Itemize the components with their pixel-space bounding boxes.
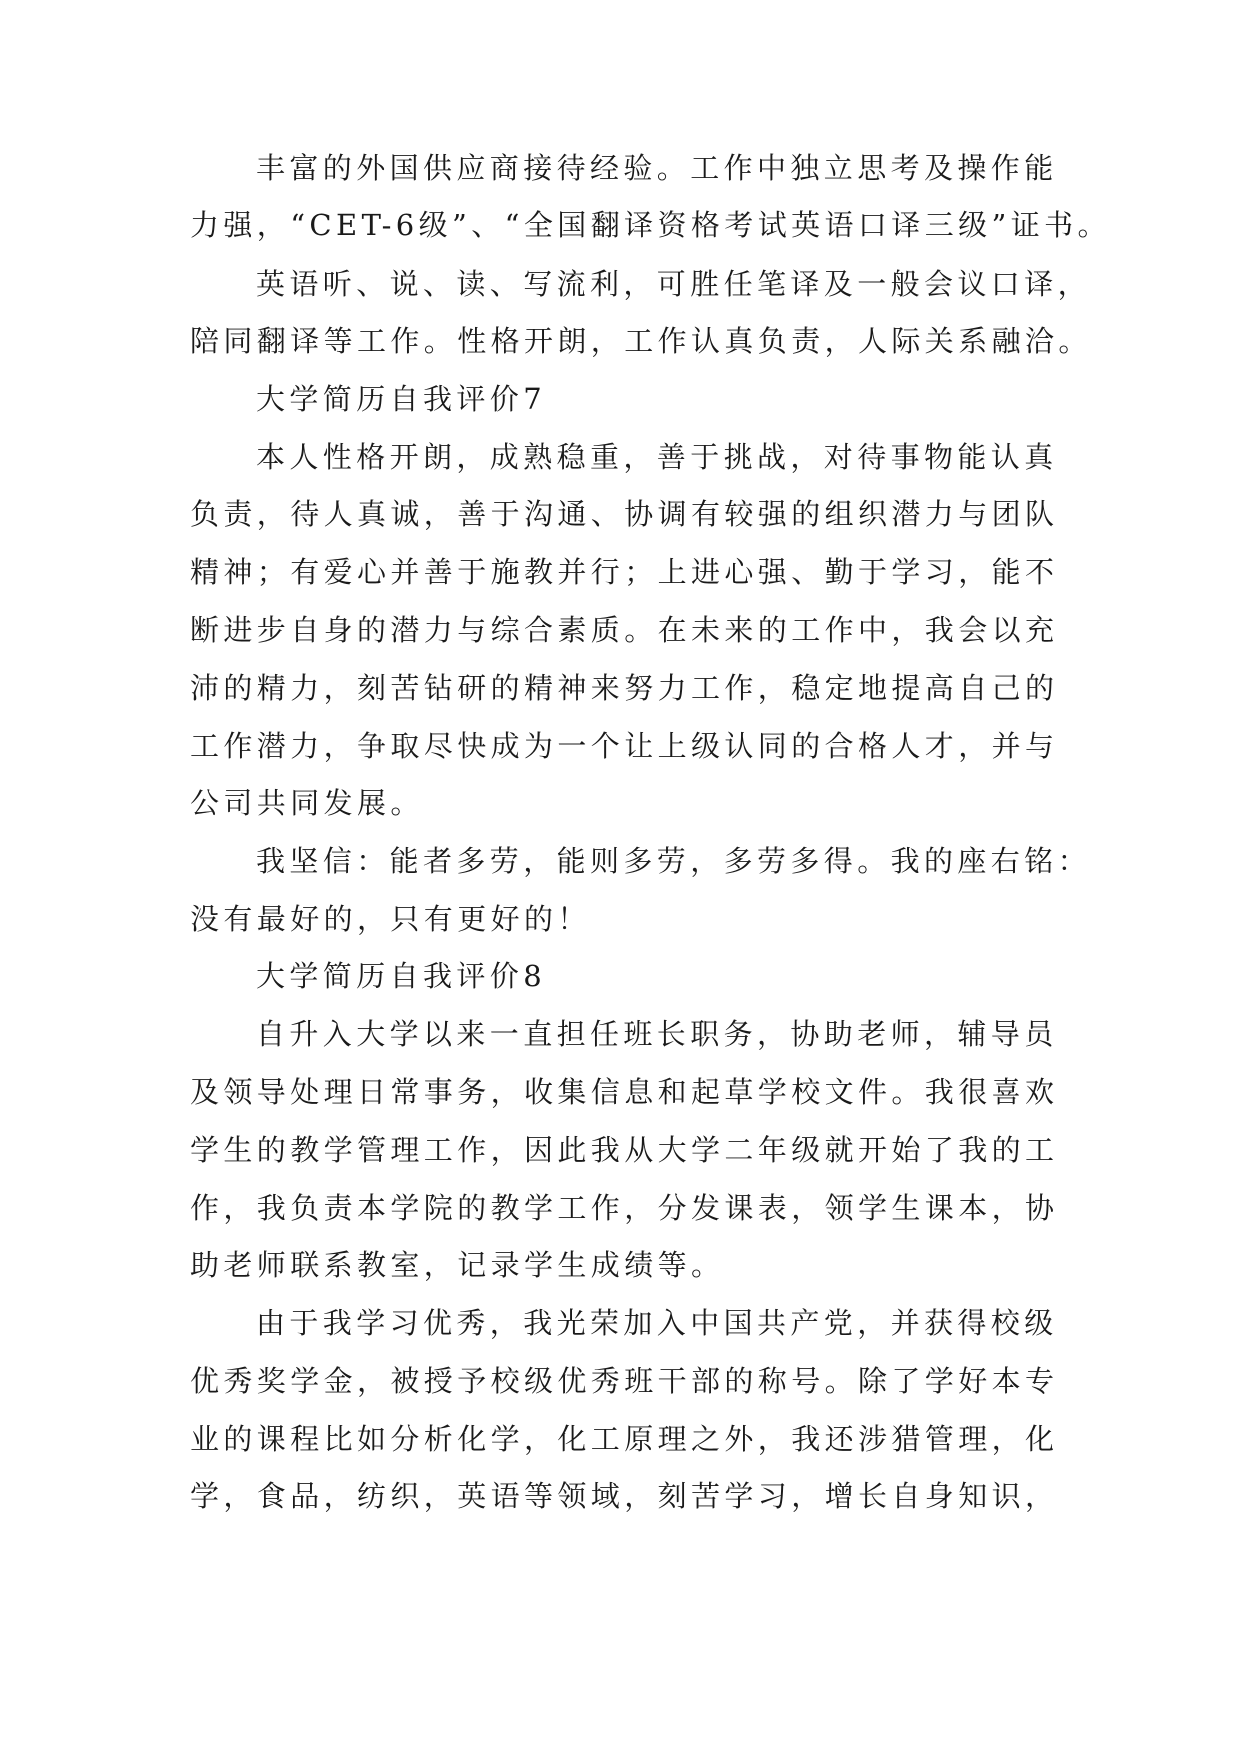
text-line: 优秀奖学金，被授予校级优秀班干部的称号。除了学好本专 — [190, 1364, 1059, 1398]
text-line: 陪同翻译等工作。性格开朗，工作认真负责，人际关系融洽。 — [190, 324, 1092, 358]
text-line: 英语听、说、读、写流利，可胜任笔译及一般会议口译， — [256, 267, 1092, 301]
text-line: 精神；有爱心并善于施教并行；上进心强、勤于学习，能不 — [190, 555, 1059, 589]
text-line: 学，食品，纺织，英语等领域，刻苦学习，增长自身知识， — [190, 1479, 1059, 1513]
text-line: 助老师联系教室，记录学生成绩等。 — [190, 1248, 725, 1282]
text-line: 本人性格开朗，成熟稳重，善于挑战，对待事物能认真 — [256, 440, 1058, 474]
text-line: 丰富的外国供应商接待经验。工作中独立思考及操作能 — [256, 151, 1058, 185]
text-line: 沛的精力，刻苦钻研的精神来努力工作，稳定地提高自己的 — [190, 671, 1059, 705]
text-line: 公司共同发展。 — [190, 786, 424, 820]
text-line: 自升入大学以来一直担任班长职务，协助老师，辅导员 — [256, 1017, 1058, 1051]
text-line: 作，我负责本学院的教学工作，分发课表，领学生课本，协 — [190, 1191, 1059, 1225]
text-line: 没有最好的，只有更好的！ — [190, 902, 591, 936]
section-heading: 大学简历自我评价8 — [256, 959, 547, 993]
section-heading: 大学简历自我评价7 — [256, 382, 547, 416]
text-line: 断进步自身的潜力与综合素质。在未来的工作中，我会以充 — [190, 613, 1059, 647]
text-line: 我坚信：能者多劳，能则多劳，多劳多得。我的座右铭： — [256, 844, 1092, 878]
text-line: 力强，“CET-6级”、“全国翻译资格考试英语口译三级”证书。 — [190, 208, 1111, 242]
text-line: 业的课程比如分析化学，化工原理之外，我还涉猎管理，化 — [190, 1422, 1059, 1456]
text-line: 负责，待人真诚，善于沟通、协调有较强的组织潜力与团队 — [190, 497, 1059, 531]
text-line: 工作潜力，争取尽快成为一个让上级认同的合格人才，并与 — [190, 729, 1059, 763]
text-line: 学生的教学管理工作，因此我从大学二年级就开始了我的工 — [190, 1133, 1059, 1167]
text-line: 由于我学习优秀，我光荣加入中国共产党，并获得校级 — [256, 1306, 1058, 1340]
text-line: 及领导处理日常事务，收集信息和起草学校文件。我很喜欢 — [190, 1075, 1059, 1109]
